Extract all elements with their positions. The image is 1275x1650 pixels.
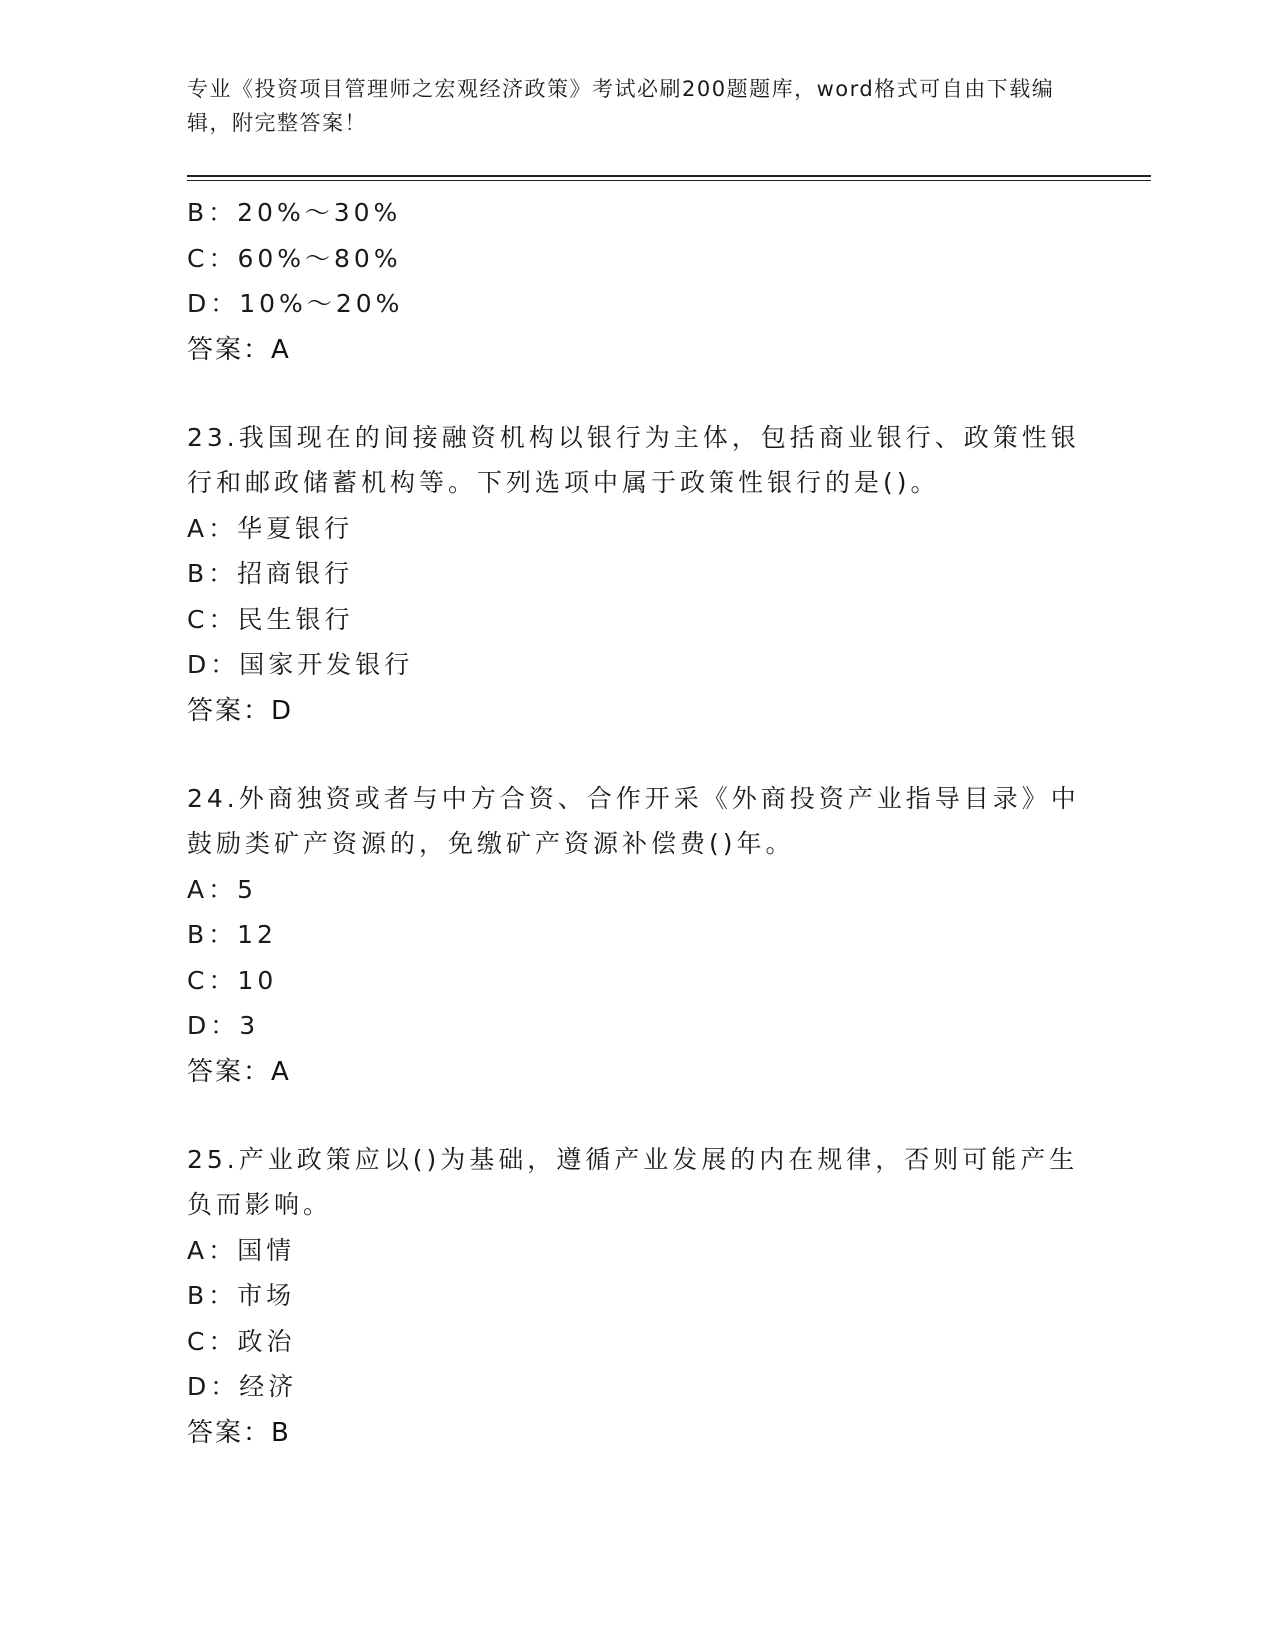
option-b: B：12 bbox=[187, 920, 277, 949]
question-23 bbox=[187, 415, 1087, 734]
option-c: C：60%～80% bbox=[187, 243, 402, 273]
answer-line: 答案：A bbox=[187, 1056, 291, 1087]
document-body bbox=[187, 190, 1087, 1456]
option-d: D：3 bbox=[187, 1011, 260, 1040]
option-b: B：20%～30% bbox=[187, 198, 402, 227]
option-a: A：华夏银行 bbox=[187, 513, 354, 543]
option-b: B：招商银行 bbox=[187, 559, 354, 588]
option-d: D：10%～20% bbox=[187, 289, 404, 318]
option-d: D：国家开发银行 bbox=[187, 650, 414, 679]
answer-line: 答案：A bbox=[187, 334, 291, 365]
question-24 bbox=[187, 776, 1087, 1095]
option-c: C：政治 bbox=[187, 1326, 296, 1356]
option-a: A：国情 bbox=[187, 1235, 296, 1265]
previous-question bbox=[187, 190, 1087, 373]
option-c: C：民生银行 bbox=[187, 604, 354, 634]
question-stem: 23.我国现在的间接融资机构以银行为主体，包括商业银行、政策性银行和邮政储蓄机构等。下列选项中属于政策性银行的是()。 bbox=[187, 422, 1080, 497]
header-divider-bottom bbox=[187, 180, 1151, 181]
option-a: A：5 bbox=[187, 874, 258, 904]
question-25 bbox=[187, 1137, 1087, 1456]
question-stem: 24.外商独资或者与中方合资、合作开采《外商投资产业指导目录》中鼓励类矿产资源的，免缴矿产资源补偿费()年。 bbox=[187, 783, 1080, 858]
option-c: C：10 bbox=[187, 965, 278, 995]
header-divider-top bbox=[187, 175, 1151, 177]
question-stem: 25.产业政策应以()为基础，遵循产业发展的内在规律，否则可能产生负而影响。 bbox=[187, 1144, 1079, 1219]
answer-line: 答案：D bbox=[187, 695, 294, 726]
answer-line: 答案：B bbox=[187, 1417, 291, 1448]
option-d: D：经济 bbox=[187, 1372, 298, 1401]
page-header: 专业《投资项目管理师之宏观经济政策》考试必刷200题题库，word格式可自由下载编辑，附完整答案！ bbox=[187, 77, 1055, 135]
option-b: B：市场 bbox=[187, 1281, 296, 1310]
